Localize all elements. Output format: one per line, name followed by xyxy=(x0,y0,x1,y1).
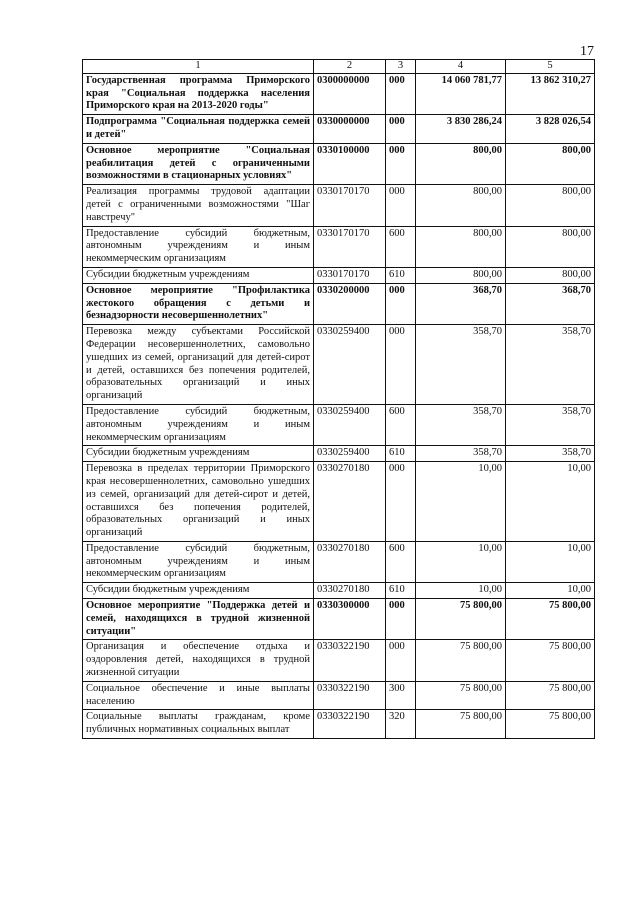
row-name-cell: Субсидии бюджетным учреждениям xyxy=(83,267,314,283)
table-row xyxy=(83,599,595,640)
row-amount-year2-cell: 13 862 310,27 xyxy=(506,73,595,114)
row-amount-year1-cell: 75 800,00 xyxy=(416,599,506,640)
row-amount-year2-cell: 10,00 xyxy=(506,462,595,542)
row-amount-year2-cell: 75 800,00 xyxy=(506,640,595,681)
row-code-cell: 0330259400 xyxy=(314,325,386,405)
row-code-cell: 0330322190 xyxy=(314,681,386,710)
header-cell-name: 1 xyxy=(83,60,314,74)
header-row xyxy=(83,60,595,74)
row-amount-year1-cell: 10,00 xyxy=(416,583,506,599)
table-row xyxy=(83,185,595,226)
row-code-cell: 0330200000 xyxy=(314,283,386,324)
row-amount-year2-cell: 800,00 xyxy=(506,185,595,226)
row-expense-type-cell: 000 xyxy=(386,185,416,226)
row-code-cell: 0330270180 xyxy=(314,541,386,582)
table-row xyxy=(83,640,595,681)
row-expense-type-cell: 600 xyxy=(386,541,416,582)
row-amount-year1-cell: 75 800,00 xyxy=(416,640,506,681)
header-cell-type: 3 xyxy=(386,60,416,74)
row-code-cell: 0330170170 xyxy=(314,226,386,267)
row-name-cell: Подпрограмма "Социальная поддержка семей и детей" xyxy=(83,115,314,144)
row-amount-year1-cell: 3 830 286,24 xyxy=(416,115,506,144)
row-expense-type-cell: 600 xyxy=(386,226,416,267)
row-expense-type-cell: 000 xyxy=(386,283,416,324)
row-amount-year1-cell: 14 060 781,77 xyxy=(416,73,506,114)
row-amount-year2-cell: 800,00 xyxy=(506,267,595,283)
row-expense-type-cell: 000 xyxy=(386,143,416,184)
row-amount-year1-cell: 368,70 xyxy=(416,283,506,324)
budget-table xyxy=(82,59,595,739)
row-code-cell: 0300000000 xyxy=(314,73,386,114)
table-row xyxy=(83,404,595,445)
row-amount-year2-cell: 10,00 xyxy=(506,583,595,599)
row-amount-year1-cell: 358,70 xyxy=(416,404,506,445)
row-amount-year1-cell: 358,70 xyxy=(416,325,506,405)
table-row xyxy=(83,710,595,739)
row-amount-year1-cell: 10,00 xyxy=(416,462,506,542)
row-amount-year2-cell: 358,70 xyxy=(506,446,595,462)
row-code-cell: 0330270180 xyxy=(314,583,386,599)
row-name-cell: Предоставление субсидий бюджетным, автономным учреждениям и иным некоммерческим организациям xyxy=(83,541,314,582)
table-row xyxy=(83,73,595,114)
row-name-cell: Перевозка в пределах территории Приморского края несовершеннолетних, самовольно ушедших из семей, организаций для детей-сирот и детей, оставшихся без попечения родителей, образовательных организаций и иных организаций xyxy=(83,462,314,542)
row-name-cell: Субсидии бюджетным учреждениям xyxy=(83,583,314,599)
row-name-cell: Социальное обеспечение и иные выплаты населению xyxy=(83,681,314,710)
row-expense-type-cell: 610 xyxy=(386,267,416,283)
row-expense-type-cell: 000 xyxy=(386,115,416,144)
row-expense-type-cell: 000 xyxy=(386,73,416,114)
row-code-cell: 0330270180 xyxy=(314,462,386,542)
row-amount-year1-cell: 75 800,00 xyxy=(416,681,506,710)
table-row xyxy=(83,325,595,405)
row-code-cell: 0330322190 xyxy=(314,640,386,681)
row-expense-type-cell: 600 xyxy=(386,404,416,445)
table-row xyxy=(83,226,595,267)
row-code-cell: 0330259400 xyxy=(314,404,386,445)
row-code-cell: 0330100000 xyxy=(314,143,386,184)
row-expense-type-cell: 000 xyxy=(386,462,416,542)
row-code-cell: 0330000000 xyxy=(314,115,386,144)
row-amount-year1-cell: 800,00 xyxy=(416,143,506,184)
row-amount-year1-cell: 75 800,00 xyxy=(416,710,506,739)
row-code-cell: 0330300000 xyxy=(314,599,386,640)
row-expense-type-cell: 320 xyxy=(386,710,416,739)
row-amount-year1-cell: 800,00 xyxy=(416,226,506,267)
header-cell-year2: 5 xyxy=(506,60,595,74)
row-name-cell: Перевозка между субъектами Российской Федерации несовершеннолетних, самовольно ушедших из семей, организаций для детей-сирот и детей, оставшихся без попечения родителей, образовательных организаций и иных организаций xyxy=(83,325,314,405)
row-amount-year2-cell: 10,00 xyxy=(506,541,595,582)
table-body xyxy=(83,73,595,738)
row-expense-type-cell: 610 xyxy=(386,446,416,462)
row-expense-type-cell: 000 xyxy=(386,599,416,640)
table-row xyxy=(83,283,595,324)
row-name-cell: Государственная программа Приморского края "Социальная поддержка населения Приморского края на 2013-2020 годы" xyxy=(83,73,314,114)
row-code-cell: 0330322190 xyxy=(314,710,386,739)
row-code-cell: 0330259400 xyxy=(314,446,386,462)
table-row xyxy=(83,583,595,599)
row-name-cell: Организация и обеспечение отдыха и оздоровления детей, находящихся в трудной жизненной ситуации xyxy=(83,640,314,681)
row-name-cell: Предоставление субсидий бюджетным, автономным учреждениям и иным некоммерческим организациям xyxy=(83,226,314,267)
table-row xyxy=(83,115,595,144)
row-amount-year2-cell: 368,70 xyxy=(506,283,595,324)
row-name-cell: Субсидии бюджетным учреждениям xyxy=(83,446,314,462)
table-row xyxy=(83,143,595,184)
row-amount-year2-cell: 358,70 xyxy=(506,404,595,445)
table-row xyxy=(83,446,595,462)
row-amount-year2-cell: 800,00 xyxy=(506,143,595,184)
row-expense-type-cell: 000 xyxy=(386,325,416,405)
row-code-cell: 0330170170 xyxy=(314,185,386,226)
row-name-cell: Основное мероприятие "Поддержка детей и семей, находящихся в трудной жизненной ситуации" xyxy=(83,599,314,640)
row-expense-type-cell: 610 xyxy=(386,583,416,599)
table-row xyxy=(83,462,595,542)
row-expense-type-cell: 300 xyxy=(386,681,416,710)
header-cell-code: 2 xyxy=(314,60,386,74)
row-amount-year2-cell: 3 828 026,54 xyxy=(506,115,595,144)
header-cell-year1: 4 xyxy=(416,60,506,74)
row-code-cell: 0330170170 xyxy=(314,267,386,283)
row-name-cell: Социальные выплаты гражданам, кроме публичных нормативных социальных выплат xyxy=(83,710,314,739)
table-row xyxy=(83,267,595,283)
row-amount-year1-cell: 800,00 xyxy=(416,185,506,226)
row-expense-type-cell: 000 xyxy=(386,640,416,681)
row-name-cell: Основное мероприятие "Социальная реабилитация детей с ограниченными возможностями в стационарных условиях" xyxy=(83,143,314,184)
table-row xyxy=(83,541,595,582)
row-amount-year1-cell: 358,70 xyxy=(416,446,506,462)
row-amount-year1-cell: 10,00 xyxy=(416,541,506,582)
row-amount-year2-cell: 75 800,00 xyxy=(506,681,595,710)
row-amount-year2-cell: 75 800,00 xyxy=(506,599,595,640)
table-row xyxy=(83,681,595,710)
row-name-cell: Реализация программы трудовой адаптации детей с ограниченными возможностями "Шаг навстречу" xyxy=(83,185,314,226)
row-amount-year1-cell: 800,00 xyxy=(416,267,506,283)
row-amount-year2-cell: 358,70 xyxy=(506,325,595,405)
row-name-cell: Предоставление субсидий бюджетным, автономным учреждениям и иным некоммерческим организациям xyxy=(83,404,314,445)
page-number: 17 xyxy=(580,44,594,59)
row-amount-year2-cell: 800,00 xyxy=(506,226,595,267)
row-name-cell: Основное мероприятие "Профилактика жестокого обращения с детьми и безнадзорности несовершеннолетних" xyxy=(83,283,314,324)
row-amount-year2-cell: 75 800,00 xyxy=(506,710,595,739)
